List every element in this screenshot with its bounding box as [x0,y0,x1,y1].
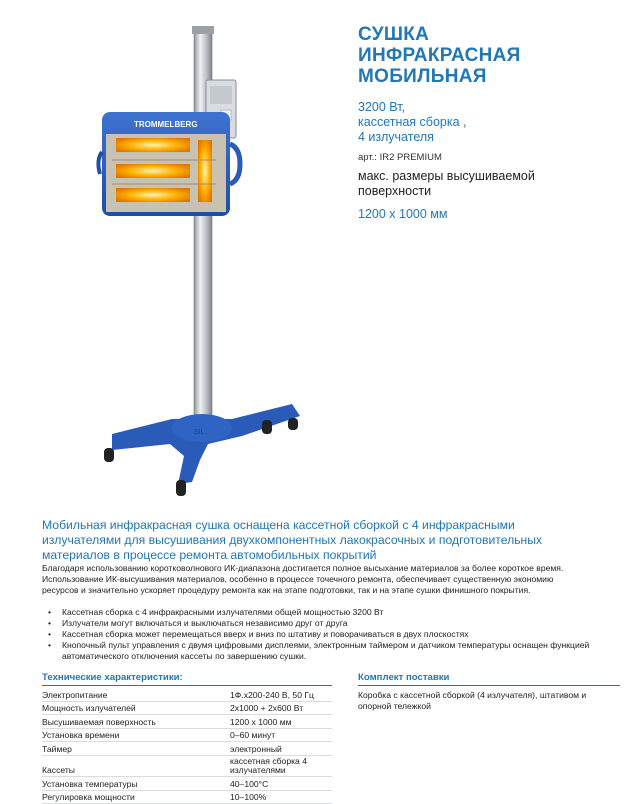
feature-item: • Кнопочный пульт управления с двумя цифровыми дисплеями, электронным таймером и датчиком температуры оснащен функцией автоматического отключения кассеты по завершению сушки. [48,640,590,661]
feature-item: • Кассетная сборка может перемещаться вверх и вниз по штативу и поворачиваться в двух плоскостях [48,629,469,639]
article-number: арт.: IR2 PREMIUM [358,152,442,163]
product-title: СУШКА ИНФРАКРАСНАЯ МОБИЛЬНАЯ [358,24,521,87]
product-short-specs: 3200 Вт, кассетная сборка , 4 излучателя [358,100,467,144]
spec-key: Кассеты [42,764,75,775]
bullet-icon: • [48,629,52,639]
table-row [42,777,332,791]
kit-heading: Комплект поставки [358,672,620,686]
max-size-label: макс. размеры высушиваемой поверхности [358,169,535,198]
spec-value: 10–100% [230,792,267,803]
lamp [116,188,190,202]
kit-contents: Коробка с кассетной сборкой (4 излучателя), штативом и опорной тележкой [358,690,587,711]
tech-specs-heading: Технические характеристики: [42,672,332,686]
lamp [116,164,190,178]
bullet-icon: • [48,607,52,617]
feature-item: • Излучатели могут включаться и выключаться независимо друг от друга [48,618,348,628]
table-row [42,729,332,743]
spec-key: Мощность излучателей [42,703,136,714]
spec-value: 0–60 минут [230,730,276,741]
table-row [42,702,332,716]
feature-item: • Кассетная сборка с 4 инфракрасными излучателями общей мощностью 3200 Вт [48,607,384,617]
spec-value: 40–100°С [230,778,269,789]
spec-value: кассетная сборка 4 излучателями [230,755,307,775]
tech-specs-table [42,688,332,804]
table-row [42,756,332,777]
bullet-icon: • [48,640,52,650]
spec-value: 2x1000 + 2x600 Вт [230,703,304,714]
spec-key: Высушиваемая поверхность [42,716,156,727]
lamp [116,138,190,152]
spec-key: Установка времени [42,730,120,741]
table-row [42,791,332,804]
spec-value: 1200 х 1000 мм [230,716,292,727]
spec-key: Электропитание [42,689,108,700]
bullet-icon: • [48,618,52,628]
feature-list [48,607,628,662]
spec-key: Регулировка мощности [42,792,135,803]
spec-value: электронный [230,743,282,754]
stand-label: SIL [194,429,205,436]
lamp [198,140,212,202]
spec-key: Таймер [42,743,72,754]
table-row [42,742,332,756]
spec-key: Установка температуры [42,778,138,789]
intro-heading: Мобильная инфракрасная сушка оснащена кассетной сборкой с 4 инфракрасными излучателями для высушивания двухкомпонентных лакокрасочных и подготовительных материалов в процессе ремонта автомобильных покрытий [42,518,543,562]
table-row [42,688,332,702]
max-size-value: 1200 х 1000 мм [358,207,448,221]
intro-paragraph: Благодаря использованию коротковолнового ИК-диапазона достигается полное высыхание материалов за более короткое время. Использование ИК-высушивания материалов, особенно в процессе точечного ремонта, обеспечивает существенную экономию ресурсов и значительно ускоряет процедуру ремонта как на этапе подготовки, так и на этапе сушки финишного покрытия. [42,563,564,595]
brand-logo-text: TROMMELBERG [134,120,198,129]
spec-value: 1Ф.x200-240 В, 50 Гц [230,689,314,700]
product-image [92,24,312,506]
table-row [42,715,332,729]
